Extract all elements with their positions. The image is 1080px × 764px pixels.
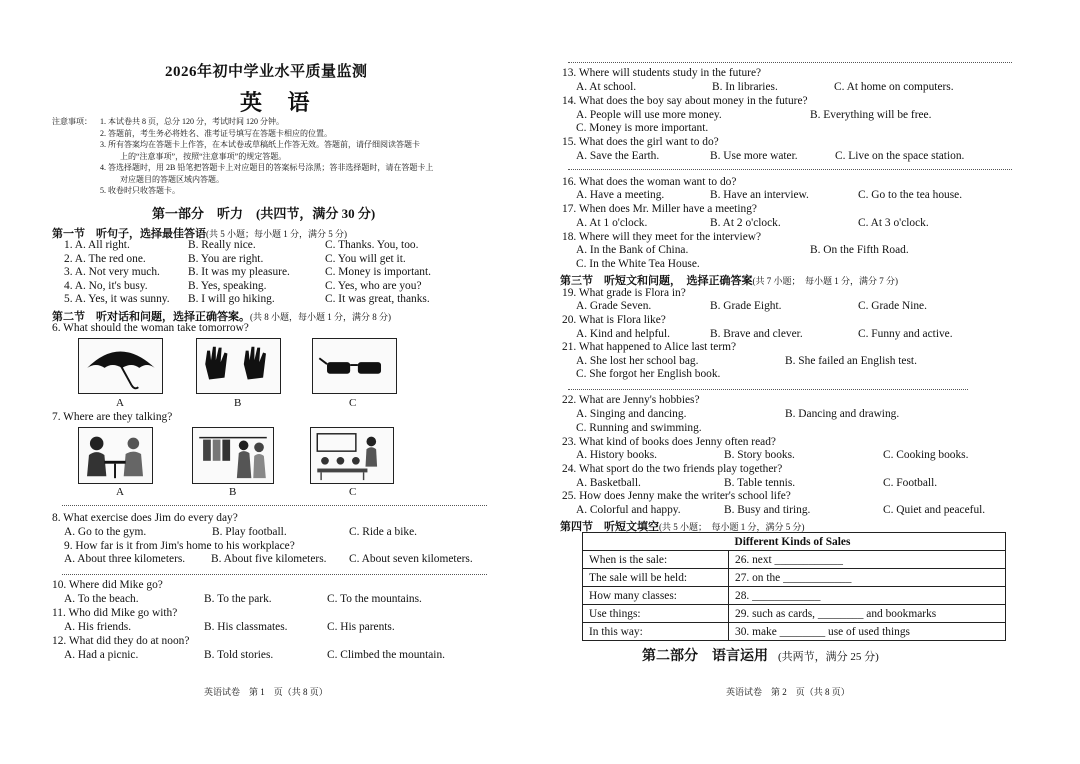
q11-option-a: A. His friends. (64, 621, 132, 633)
table-header-blank (583, 533, 729, 551)
page-footer: 英语试卷 第 1 页（共 8 页） (204, 687, 328, 697)
notes-line-7: 5. 收卷时只收答题卡。 (100, 186, 180, 195)
exam-title: 2026年初中学业水平质量监测 (165, 64, 368, 80)
q17-option-a: A. At 1 o'clock. (576, 217, 648, 229)
q10-option-c: C. To the mountains. (327, 593, 422, 605)
q20-question: 20. What is Flora like? (562, 314, 666, 326)
q7-label-c: C (349, 486, 357, 498)
sec4-info: (共 5 小题； 每小题 1 分，满分 5 分) (659, 522, 805, 532)
row-label: In this way: (583, 623, 729, 641)
q23-option-a: A. History books. (576, 449, 658, 461)
q4-option-c: C. Yes, who are you? (325, 280, 422, 292)
sec1-info: (共 5 小题；每小题 1 分，满分 5 分) (206, 229, 347, 239)
q16-option-b: B. Have an interview. (710, 189, 809, 201)
q19-option-b: B. Grade Eight. (710, 300, 782, 312)
q20-option-c: C. Funny and active. (858, 328, 953, 340)
q6-label-a: A (116, 397, 124, 409)
q19-question: 19. What grade is Flora in? (562, 287, 686, 299)
row-value: 27. on the ____________ (729, 569, 1006, 587)
q5-option-a: 5. A. Yes, it was sunny. (64, 293, 170, 305)
row-label: The sale will be held: (583, 569, 729, 587)
q11-option-b: B. His classmates. (204, 621, 288, 633)
q11-question: 11. Who did Mike go with? (52, 607, 178, 619)
q8-question: 8. What exercise does Jim do every day? (52, 512, 238, 524)
q12-option-a: A. Had a picnic. (64, 649, 139, 661)
part2-info: (共两节，满分 25 分) (778, 651, 879, 663)
q15-option-a: A. Save the Earth. (576, 150, 660, 162)
q16-question: 16. What does the woman want to do? (562, 176, 737, 188)
q23-option-b: B. Story books. (724, 449, 795, 461)
table-row (583, 587, 1006, 605)
q7-label-b: B (229, 486, 237, 498)
q1-option-c: C. Thanks. You, too. (325, 239, 419, 251)
q9-option-a: A. About three kilometers. (64, 553, 186, 565)
table-row (583, 605, 1006, 623)
umbrella-icon (79, 339, 162, 393)
q2-option-c: C. You will get it. (325, 253, 406, 265)
q13-option-b: B. In libraries. (712, 81, 778, 93)
sunglasses-icon (313, 339, 396, 393)
q18-question: 18. Where will they meet for the interview? (562, 231, 762, 243)
q19-option-c: C. Grade Nine. (858, 300, 927, 312)
q7-label-a: A (116, 486, 124, 498)
q11-option-c: C. His parents. (327, 621, 395, 633)
q20-option-b: B. Brave and clever. (710, 328, 803, 340)
q25-option-c: C. Quiet and peaceful. (883, 504, 986, 516)
q7-picture-c-classroom (310, 427, 394, 484)
q17-question: 17. When does Mr. Miller have a meeting? (562, 203, 757, 215)
q24-question: 24. What sport do the two friends play together? (562, 463, 783, 475)
q18-option-b: B. On the Fifth Road. (810, 244, 909, 256)
q15-option-b: B. Use more water. (710, 150, 798, 162)
q19-option-a: A. Grade Seven. (576, 300, 652, 312)
q14-option-c: C. Money is more important. (576, 122, 709, 134)
q21-question: 21. What happened to Alice last term? (562, 341, 737, 353)
q8-option-a: A. Go to the gym. (64, 526, 147, 538)
sec1-title: 第一节 听句子，选择最佳答语 (52, 228, 206, 240)
q21-option-c: C. She forgot her English book. (576, 368, 721, 380)
q24-option-c: C. Football. (883, 477, 938, 489)
q12-question: 12. What did they do at noon? (52, 635, 190, 647)
part2-title: 第二部分 语言运用 (642, 649, 768, 664)
exam-page-2 (540, 0, 1080, 764)
q20-option-a: A. Kind and helpful. (576, 328, 670, 340)
sec3-title: 第三节 听短文和问题， 选择正确答案 (560, 275, 753, 287)
page-footer: 英语试卷 第 2 页（共 8 页） (726, 687, 850, 697)
q6-picture-a-umbrella (78, 338, 163, 394)
subject-title: 英 语 (240, 90, 320, 115)
classroom-icon (311, 428, 393, 483)
q12-option-b: B. Told stories. (204, 649, 274, 661)
restaurant-icon (79, 428, 152, 483)
q21-option-a: A. She lost her school bag. (576, 355, 699, 367)
q1-option-a: 1. A. All right. (64, 239, 130, 251)
q13-question: 13. Where will students study in the future? (562, 67, 762, 79)
notes-label: 注意事项： (52, 117, 92, 126)
q25-option-a: A. Colorful and happy. (576, 504, 681, 516)
notes-line-5: 4. 答选择题时，用 2B 铅笔把答题卡上对应题目的答案标号涂黑；答非选择题时，请在答题卡上 (100, 163, 434, 172)
sec2-title: 第二节 听对话和问题，选择正确答案。 (52, 311, 250, 323)
q2-option-b: B. You are right. (188, 253, 264, 265)
q24-option-a: A. Basketball. (576, 477, 641, 489)
row-label: When is the sale: (583, 551, 729, 569)
part2-heading (642, 645, 879, 665)
q16-option-c: C. Go to the tea house. (858, 189, 963, 201)
q23-option-c: C. Cooking books. (883, 449, 969, 461)
q22-question: 22. What are Jenny's hobbies? (562, 394, 700, 406)
gloves-icon (197, 339, 280, 393)
q2-option-a: 2. A. The red one. (64, 253, 146, 265)
q6-label-b: B (234, 397, 242, 409)
q12-option-c: C. Climbed the mountain. (327, 649, 446, 661)
table-row (583, 623, 1006, 641)
q3-option-b: B. It was my pleasure. (188, 266, 290, 278)
q8-option-b: B. Play football. (212, 526, 287, 538)
notes-line-4: 上的“注意事项”，按照“注意事项”的规定答题。 (120, 151, 287, 161)
q10-option-a: A. To the beach. (64, 593, 139, 605)
q13-option-a: A. At school. (576, 81, 637, 93)
q3-option-a: 3. A. Not very much. (64, 266, 160, 278)
row-value: 28. ____________ (729, 587, 1006, 605)
q6-label-c: C (349, 397, 357, 409)
table-row (583, 551, 1006, 569)
table-row (583, 569, 1006, 587)
sec3-info: (共 7 小题； 每小题 1 分，满分 7 分) (752, 276, 898, 286)
q22-option-b: B. Dancing and drawing. (785, 408, 900, 420)
q7-picture-b-clothes-shop (192, 427, 274, 484)
divider (568, 389, 968, 390)
q22-option-a: A. Singing and dancing. (576, 408, 687, 420)
q16-option-a: A. Have a meeting. (576, 189, 665, 201)
q15-option-c: C. Live on the space station. (835, 150, 965, 162)
row-value: 26. next ____________ (729, 551, 1006, 569)
q7-picture-a-restaurant (78, 427, 153, 484)
row-value: 29. such as cards, ________ and bookmarks (729, 605, 1006, 623)
q23-question: 23. What kind of books does Jenny often read? (562, 436, 776, 448)
q14-question: 14. What does the boy say about money in the future? (562, 95, 808, 107)
q9-option-c: C. About seven kilometers. (349, 553, 473, 565)
q18-option-a: A. In the Bank of China. (576, 244, 689, 256)
q14-option-a: A. People will use more money. (576, 109, 722, 121)
q15-question: 15. What does the girl want to do? (562, 136, 719, 148)
q14-option-b: B. Everything will be free. (810, 109, 932, 121)
sales-table (582, 532, 1006, 641)
sec3-heading (560, 272, 898, 288)
q21-option-b: B. She failed an English test. (785, 355, 917, 367)
row-value: 30. make ________ use of used things (729, 623, 1006, 641)
q17-option-c: C. At 3 o'clock. (858, 217, 929, 229)
q25-question: 25. How does Jenny make the writer's school life? (562, 490, 791, 502)
notes-line-1: 1. 本试卷共 8 页，总分 120 分，考试时间 120 分钟。 (100, 117, 284, 126)
row-label: How many classes: (583, 587, 729, 605)
q5-option-b: B. I will go hiking. (188, 293, 275, 305)
notes-line-3: 3. 所有答案均在答题卡上作答，在本试卷或草稿纸上作答无效。答题前，请仔细阅读答题卡 (100, 140, 420, 149)
divider (62, 505, 487, 506)
q6-picture-b-gloves (196, 338, 281, 394)
q17-option-b: B. At 2 o'clock. (710, 217, 781, 229)
part1-heading: 第一部分 听力 (共四节，满分 30 分) (152, 206, 376, 221)
q8-option-c: C. Ride a bike. (349, 526, 418, 538)
q10-question: 10. Where did Mike go? (52, 579, 163, 591)
clothes-shop-icon (193, 428, 273, 483)
q7-question: 7. Where are they talking? (52, 411, 173, 423)
q18-option-c: C. In the White Tea House. (576, 258, 700, 270)
q5-option-c: C. It was great, thanks. (325, 293, 430, 305)
divider (568, 169, 1012, 170)
q4-option-a: 4. A. No, it's busy. (64, 280, 148, 292)
q24-option-b: B. Table tennis. (724, 477, 796, 489)
q9-option-b: B. About five kilometers. (211, 553, 327, 565)
q22-option-c: C. Running and swimming. (576, 422, 702, 434)
q10-option-b: B. To the park. (204, 593, 272, 605)
divider (62, 574, 487, 575)
sec2-info: (共 8 小题，每小题 1 分，满分 8 分) (250, 312, 391, 322)
notes-line-6: 对应题目的答题区域内答题。 (120, 174, 224, 184)
q6-picture-c-sunglasses (312, 338, 397, 394)
sec4-title: 第四节 听短文填空 (560, 521, 659, 533)
q1-option-b: B. Really nice. (188, 239, 256, 251)
row-label: Use things: (583, 605, 729, 623)
q13-option-c: C. At home on computers. (834, 81, 954, 93)
notes-line-2: 2. 答题前，考生务必将姓名、准考证号填写在答题卡相应的位置。 (100, 128, 332, 138)
q6-question: 6. What should the woman take tomorrow? (52, 322, 249, 334)
q3-option-c: C. Money is important. (325, 266, 431, 278)
divider (568, 62, 1012, 63)
q25-option-b: B. Busy and tiring. (724, 504, 811, 516)
table-header: Different Kinds of Sales (729, 533, 1006, 551)
q4-option-b: B. Yes, speaking. (188, 280, 267, 292)
table-header-row (583, 533, 1006, 551)
q9-question: 9. How far is it from Jim's home to his workplace? (64, 540, 295, 552)
